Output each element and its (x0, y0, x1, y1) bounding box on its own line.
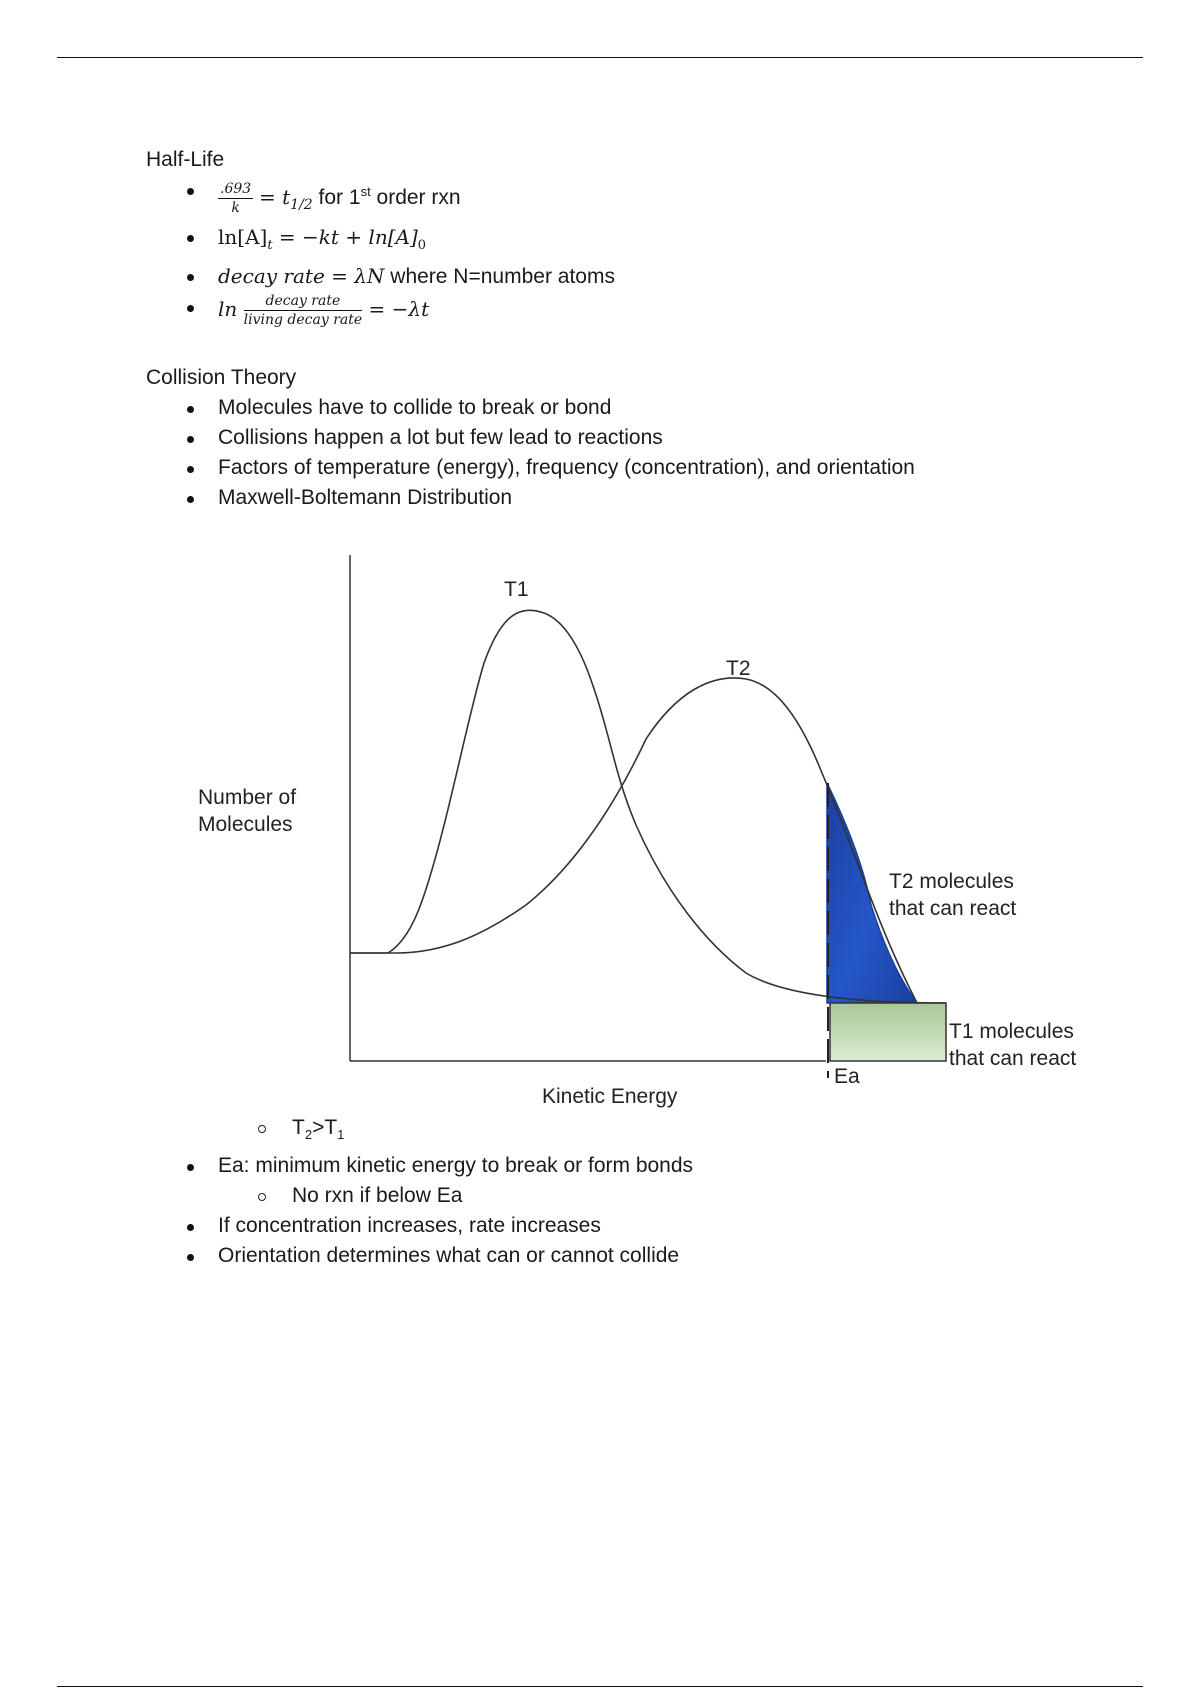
t2-label: T2 (726, 657, 751, 681)
t1-label: T1 (504, 578, 529, 602)
kinetic-energy-label: Kinetic Energy (542, 1085, 678, 1109)
spacer (146, 327, 1146, 363)
t-sub-1: 1 (337, 1127, 345, 1143)
collision-theory-heading: Collision Theory (146, 366, 297, 390)
t1-react-label-line2: that can react (949, 1047, 1077, 1071)
t1-react-label-line1: T1 molecules (949, 1020, 1074, 1044)
t2-react-label-line1: T2 molecules (889, 870, 1014, 894)
list-item: No rxn if below Ea (146, 1181, 1146, 1211)
decay-rate-text: where N=number atoms (384, 265, 615, 289)
list-item: Factors of temperature (energy), frequency (concentration), and orientation (146, 453, 1146, 483)
half-life-item-3 (146, 261, 1146, 292)
decay-rate-math: decay rate = λN (218, 264, 385, 289)
t2-react-area (827, 783, 917, 1003)
t-mid: >T (312, 1116, 338, 1140)
ln-mid: = −kt + ln[A] (272, 225, 418, 250)
top-rule (57, 57, 1143, 58)
decay-numerator: decay rate (244, 294, 363, 311)
ln-prefix: ln (218, 297, 244, 322)
fraction-numerator: .693 (220, 180, 252, 197)
ln-a: ln[A] (218, 225, 268, 250)
list-item (146, 1113, 1146, 1150)
list-item: Ea: minimum kinetic energy to break or form bonds (146, 1151, 1146, 1181)
half-life-item-1 (146, 175, 1146, 222)
document-body (146, 145, 1146, 1271)
t2-react-label-line2: that can react (889, 897, 1017, 921)
distribution-diagram (146, 513, 1146, 1113)
half-life-fraction (218, 182, 253, 215)
order-text-after: order rxn (370, 186, 461, 209)
t-base: T (292, 1116, 305, 1140)
t-sub-2: 2 (304, 1127, 313, 1143)
maxwell-boltzmann-figure (146, 513, 1146, 1113)
collision-theory-list (146, 393, 1146, 513)
decay-denominator: living decay rate (243, 312, 363, 329)
half-life-list (146, 175, 1146, 327)
list-item: Maxwell-Boltemann Distribution (146, 483, 1146, 513)
half-life-rhs: = t (259, 185, 291, 209)
ln-sub-t: t (267, 238, 273, 254)
half-life-item-4 (146, 292, 1146, 327)
list-item: Collisions happen a lot but few lead to reactions (146, 423, 1146, 453)
half-life-item-2 (146, 222, 1146, 261)
list-item: If concentration increases, rate increases (146, 1211, 1146, 1241)
list-item: Molecules have to collide to break or bond (146, 393, 1146, 423)
order-text: for 1 (312, 186, 361, 209)
bottom-rule (57, 1686, 1143, 1687)
after-figure-list (146, 1151, 1146, 1181)
fraction-denominator: k (231, 199, 240, 216)
decay-rhs: = −λt (362, 297, 430, 322)
ea-label: Ea (834, 1065, 860, 1089)
ln-sub-0: 0 (417, 238, 427, 254)
ea-sub-list (146, 1181, 1146, 1211)
half-life-sub: 1/2 (290, 197, 313, 214)
after-figure-list-2 (146, 1211, 1146, 1271)
figure-note-list (146, 1113, 1146, 1150)
y-axis-label-line2: Molecules (198, 813, 293, 837)
list-item: Orientation determines what can or cannot collide (146, 1241, 1146, 1271)
y-axis-label-line1: Number of (198, 786, 297, 810)
t1-react-area (830, 1003, 946, 1061)
decay-fraction (244, 294, 363, 327)
half-life-heading: Half-Life (146, 148, 225, 171)
order-sup: st (360, 184, 371, 199)
